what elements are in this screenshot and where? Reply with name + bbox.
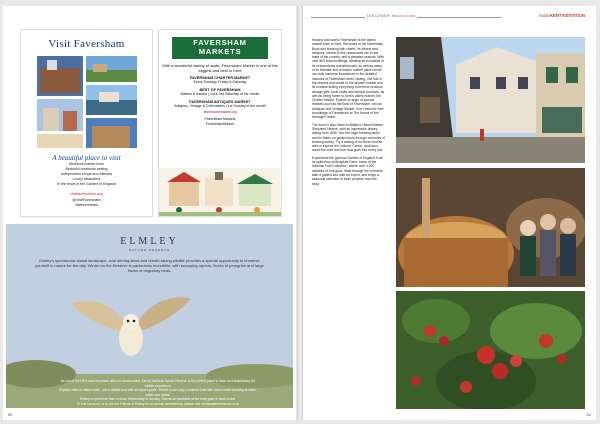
spread-gutter — [297, 6, 303, 420]
social-handle[interactable]: Faversham Markets — [204, 117, 236, 122]
feature-item: Beautiful creekside setting — [65, 167, 108, 171]
brand-prefix: inside — [538, 13, 550, 18]
market-block — [159, 100, 281, 109]
market-block-heading: FAVERSHAM ANTIQUES MARKET — [189, 99, 251, 104]
page-number-left: 50 — [8, 412, 13, 417]
social-handle[interactable]: visitfaversham — [75, 203, 98, 207]
magazine-brand — [539, 13, 585, 18]
running-header — [311, 13, 591, 21]
visit-faversham-photo-collage — [37, 56, 137, 148]
market-illustration — [159, 168, 281, 216]
elmley-footer-line: Explore miles of nature trails - join a wildlife tour with an expert guide - Refuel in our cosy Cowshed Cafe with home-made warming lunches, cakes and drinks. — [59, 388, 257, 397]
market-block-line: Every Tuesday, Friday & Saturday — [193, 80, 247, 85]
street-photo — [396, 37, 585, 163]
elmley-footer-line: Elmley is open from 9am to dusk, Wednesday to Sunday. Tickets are available at the entry gate or book online. — [79, 397, 237, 401]
photo-collage-image — [37, 56, 137, 148]
right-page — [303, 6, 596, 420]
feature-item: Medieval market town — [69, 162, 104, 166]
elmley-footer — [58, 379, 258, 406]
orchard-photo — [396, 291, 585, 409]
market-block — [159, 88, 281, 97]
brand-name: KENTVISITATION — [549, 13, 585, 18]
visit-faversham-website-link[interactable]: visitfaversham.org — [70, 191, 103, 196]
page-number-right: 51 — [586, 412, 591, 417]
elmley-logo: ELMLEY — [120, 236, 179, 247]
article-paragraph: Experience the glorious Garden of England in all its splendour at Brogdale Farm, home of the National Fruit Collection, where over 4,000 varieties of fruit grow. Walk through the orchards, take a guided tour with an expert, and enjoy a seasonal selection of fresh produce from the shop. — [312, 155, 384, 186]
section-label — [365, 13, 417, 18]
brewery-photo-image — [396, 168, 585, 287]
left-page — [3, 6, 296, 420]
market-block-line: Makers & traders | 1st & 3rd Saturday of the month — [180, 92, 260, 97]
article-paragraph: Historic and scenic Faversham is the oldest market town in Kent. Recorded in the Domesday Book and bursting with charm, its streets and antiques, retreat to fine restaurants are a real taste of the country, and a pleasant seaside. With over 500 listed buildings, stroking an evocative of its extraordinary industrial past, as well as many of its intimate and a historic market place centre can fully immerse themselves in the detailed histories of Faversham when visiting. Get lost in the charms and bustle of the ancient market and its endless selling everything from fresh produce, vintage gifts, local crafts and antique products, as well as being home to Kent's oldest market, the Charter Market. Explore a range of special markets such as the Best of Faversham, and an Antiques and Vintage Market. Don't miss the free knowledge of Faversham at The House of the Heritage Centre. — [312, 38, 385, 120]
social-handle[interactable]: FavershamMarket — [205, 121, 235, 126]
markets-title-line1: FAVERSHAM — [193, 38, 247, 47]
elmley-sublogo: NATURE RESERVE — [128, 248, 171, 252]
brewery-photo — [396, 168, 585, 287]
social-handle[interactable]: @VisitFaversham — [72, 198, 101, 202]
article-body — [312, 38, 385, 189]
market-block-heading: BEST OF FAVERSHAM — [199, 87, 241, 92]
elmley-intro: Elmley's spectacular island landscape, soul stirring skies and breath-taking wildlife provides a special opportunity to immerse yourself in nature for the day. Winter on the Reserve is particularly incredible, with swooping raptors, flocks of peregrine and large flocks of migratory birds. — [35, 258, 264, 274]
visit-faversham-title: Visit Faversham — [48, 38, 125, 50]
market-block-heading: FAVERSHAM CHARTER MARKET — [189, 76, 251, 80]
elmley-footer-line: To find out more, or to join the Friends of Elmley for an annual membership, please visit: elmleynaturereserve.co.uk — [76, 401, 240, 406]
market-block-line: Antiques, Vintage & Collectables | 1st Sunday of the month — [174, 104, 266, 109]
feature-item: Lovely attractions — [72, 177, 101, 181]
visit-faversham-features — [21, 162, 152, 187]
feature-item: In the heart of the Garden of England — [56, 182, 117, 186]
faversham-markets-ad[interactable] — [158, 29, 282, 217]
feature-item: Independent shops and eateries — [60, 172, 113, 176]
markets-website-link[interactable]: favershammarket.org — [203, 110, 237, 115]
market-block — [159, 76, 281, 85]
section-prefix: DISCOVER — [367, 13, 391, 18]
visit-faversham-social — [21, 198, 152, 208]
visit-faversham-ad[interactable] — [20, 29, 153, 217]
markets-social — [159, 117, 281, 126]
visit-faversham-tagline: A beautiful place to visit — [52, 154, 121, 162]
street-photo-image — [396, 37, 585, 163]
markets-intro: With a wonderful variety of stalls, Faversham Market is one of the biggest and best in Kent — [162, 63, 278, 73]
elmley-footer-line: As one of the UK's most important sites for conservation, Elmley National Nature Reserve is the perfect place to have an extraordinary UK wildlife experience. — [60, 379, 256, 388]
elmley-nature-reserve-ad[interactable] — [6, 224, 293, 408]
orchard-photo-image — [396, 291, 585, 409]
article-paragraph: The town is also home to Britain's Oldest Brewer, Shepherd Neame, with an impressive history dating from 1698. See the huge brewing tanks and be taken on guided tours through centuries of brewing history. Try a tasting of its finest Kentish ales or explore the Visitors' Centre, and learn about the craft and love that goes into every pint. — [312, 122, 385, 153]
markets-title-line2: MARKETS — [198, 46, 242, 56]
section-italic: Sussex coast — [391, 13, 416, 18]
markets-title-banner — [172, 37, 268, 59]
